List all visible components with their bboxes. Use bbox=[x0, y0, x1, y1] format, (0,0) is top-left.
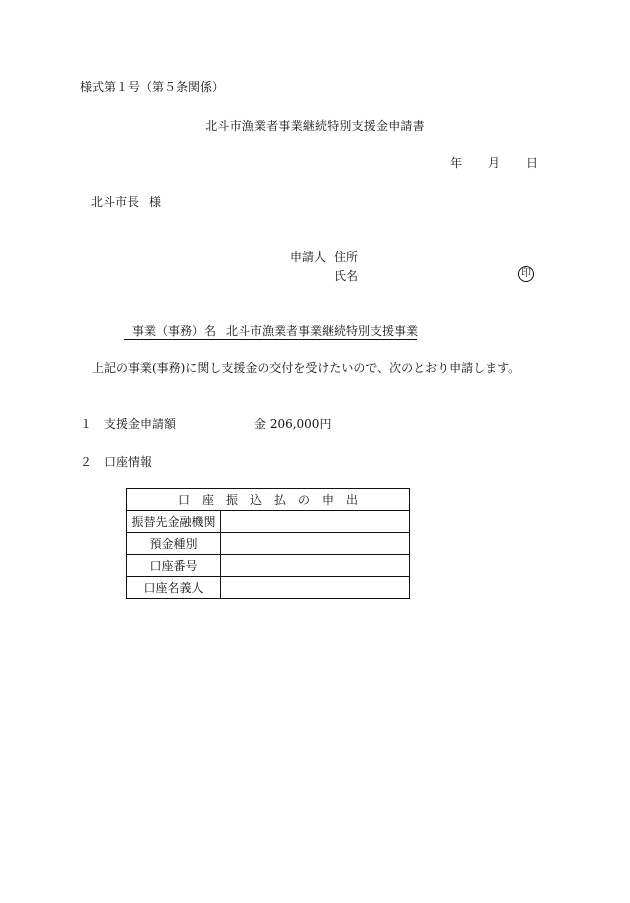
item-label: 支援金申請額 bbox=[104, 417, 177, 431]
date-line bbox=[450, 156, 538, 170]
requested-amount: 金 206,000円 bbox=[254, 417, 332, 431]
name-label: 氏名 bbox=[334, 269, 359, 283]
row-value[interactable] bbox=[221, 511, 410, 533]
addressee-honorific: 様 bbox=[149, 195, 162, 209]
table-header-row bbox=[127, 489, 410, 511]
project-label: 事業（事務）名 bbox=[132, 324, 217, 338]
row-label: 口座番号 bbox=[127, 555, 221, 577]
project-name: 北斗市漁業者事業継続特別支援事業 bbox=[226, 324, 419, 338]
row-label: 預金種別 bbox=[127, 533, 221, 555]
addressee-name: 北斗市長 bbox=[91, 195, 140, 209]
row-value[interactable] bbox=[221, 577, 410, 599]
addressee bbox=[91, 195, 161, 209]
project-line bbox=[124, 324, 417, 340]
account-table bbox=[126, 488, 410, 599]
table-row bbox=[127, 511, 410, 533]
seal-mark: 印 bbox=[518, 266, 534, 282]
year-label: 年 bbox=[450, 156, 463, 170]
row-value[interactable] bbox=[221, 533, 410, 555]
address-label: 住所 bbox=[334, 250, 359, 264]
form-number: 様式第１号（第５条関係） bbox=[80, 80, 225, 94]
applicant-label: 申請人 bbox=[290, 250, 327, 264]
table-row bbox=[127, 577, 410, 599]
table-row bbox=[127, 555, 410, 577]
month-label: 月 bbox=[488, 156, 501, 170]
item-number: １ bbox=[80, 417, 93, 431]
item-label: 口座情報 bbox=[104, 455, 153, 469]
table-header: 口座振込払の申出 bbox=[127, 489, 410, 511]
row-value[interactable] bbox=[221, 555, 410, 577]
document-title: 北斗市漁業者事業継続特別支援金申請書 bbox=[205, 119, 425, 133]
item-number: ２ bbox=[80, 455, 93, 469]
table-row bbox=[127, 533, 410, 555]
row-label: 口座名義人 bbox=[127, 577, 221, 599]
row-label: 振替先金融機関 bbox=[127, 511, 221, 533]
application-statement: 上記の事業(事務)に関し支援金の交付を受けたいので、次のとおり申請します。 bbox=[92, 361, 521, 375]
day-label: 日 bbox=[526, 156, 539, 170]
